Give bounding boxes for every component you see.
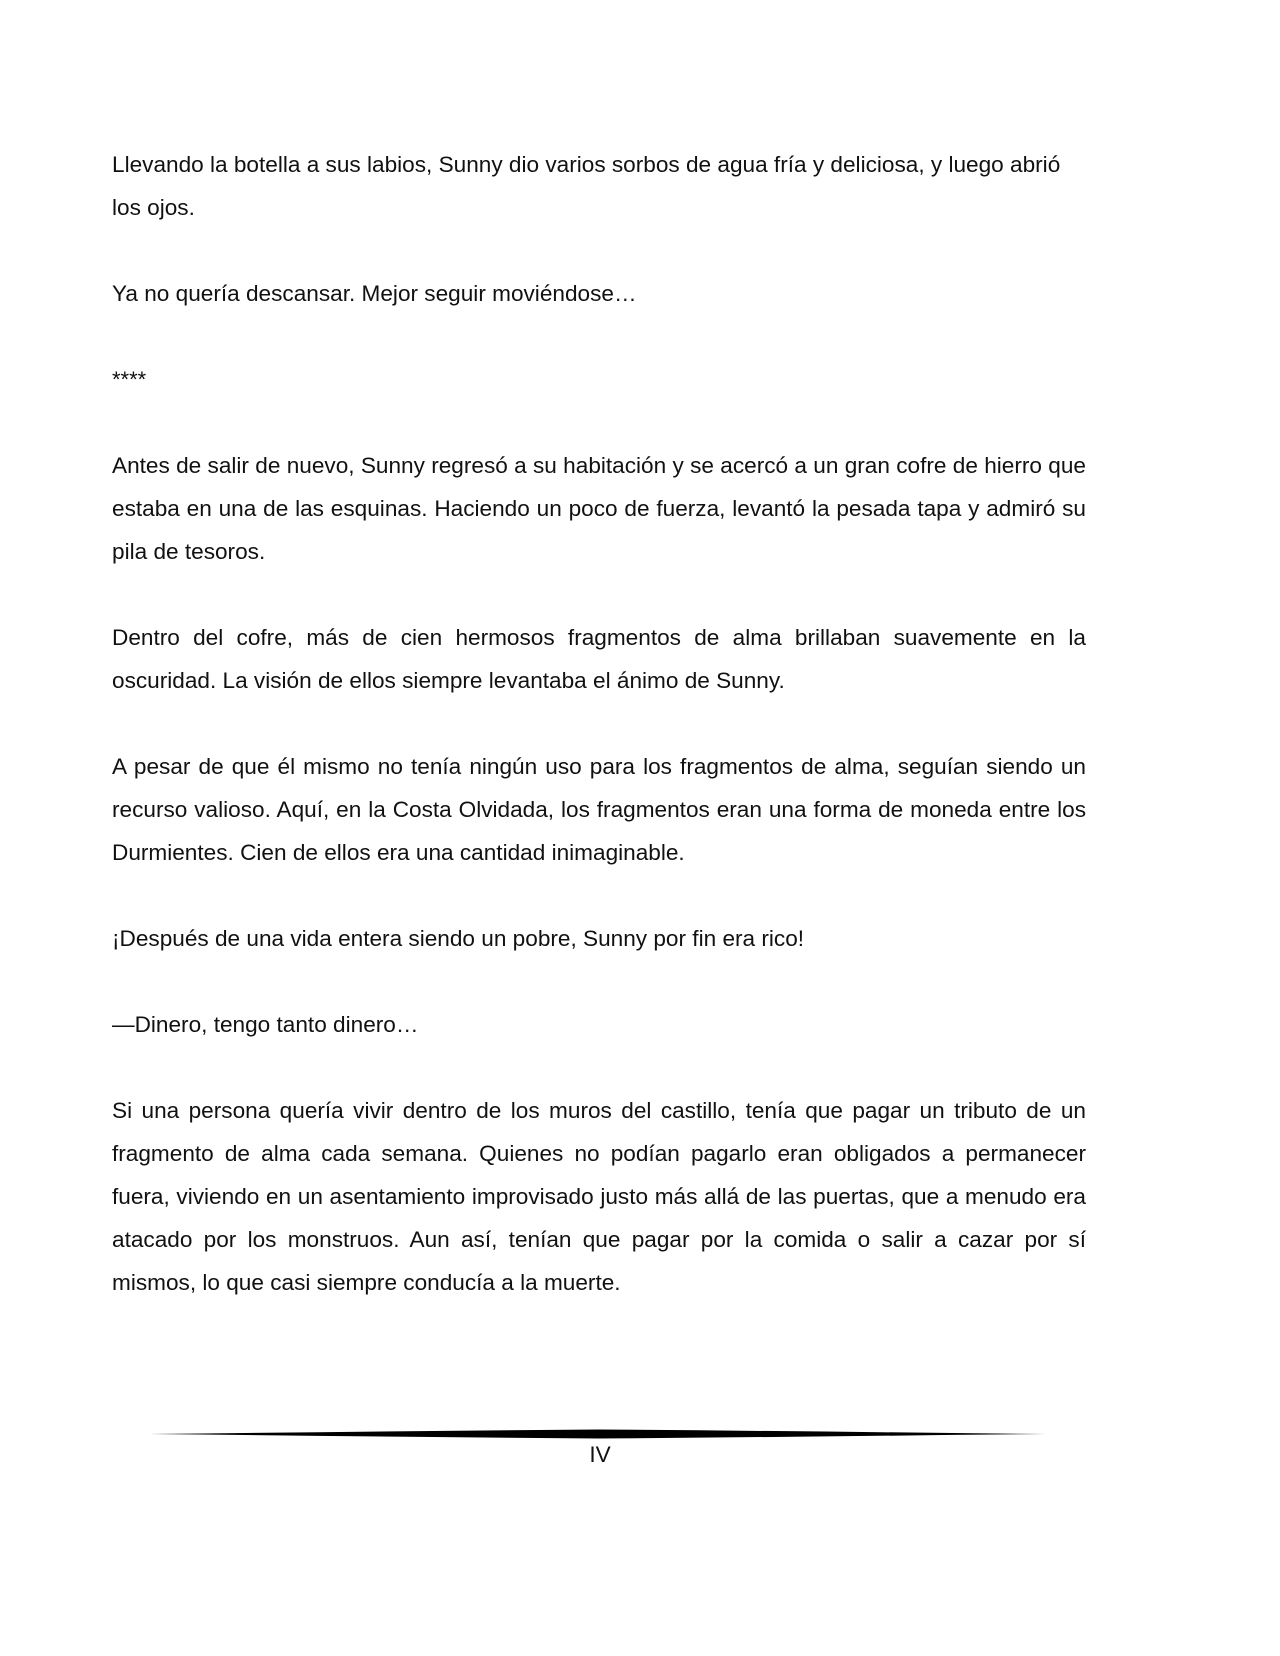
paragraph: Dentro del cofre, más de cien hermosos fragmentos de alma brillaban suavemente en la oscuridad. La visión de ellos siempre levantaba el ánimo de Sunny.: [112, 625, 1086, 693]
paragraph: Llevando la botella a sus labios, Sunny dio varios sorbos de agua fría y deliciosa, y luego abrió los ojos.: [112, 152, 1061, 220]
paragraph: A pesar de que él mismo no tenía ningún uso para los fragmentos de alma, seguían siendo un recurso valioso. Aquí, en la Costa Olvidada, los fragmentos eran una forma de moneda entre los Durmientes. Cien de ellos era una cantidad inimaginable.: [112, 754, 1086, 865]
paragraph: ¡Después de una vida entera siendo un pobre, Sunny por fin era rico!: [112, 926, 805, 951]
paragraph: Ya no quería descansar. Mejor seguir moviéndose…: [112, 281, 637, 306]
scene-break: ****: [112, 367, 147, 392]
paragraph: Antes de salir de nuevo, Sunny regresó a su habitación y se acercó a un gran cofre de hierro que estaba en una de las esquinas. Haciendo un poco de fuerza, levantó la pesada tapa y admiró su pila de tesoros.: [112, 453, 1086, 564]
footer-divider: [150, 1428, 1046, 1440]
page-number: IV: [589, 1442, 611, 1467]
paragraph: Si una persona quería vivir dentro de los muros del castillo, tenía que pagar un tributo de un fragmento de alma cada semana. Quienes no podían pagarlo eran obligados a permanecer fuera, viviendo en un asentamiento improvisado justo más allá de las puertas, que a menudo era atacado por los monstruos. Aun así, tenían que pagar por la comida o salir a cazar por sí mismos, lo que casi siempre conducía a la muerte.: [112, 1098, 1086, 1295]
page-body: [112, 143, 1086, 1304]
paragraph: —Dinero, tengo tanto dinero…: [112, 1012, 419, 1037]
